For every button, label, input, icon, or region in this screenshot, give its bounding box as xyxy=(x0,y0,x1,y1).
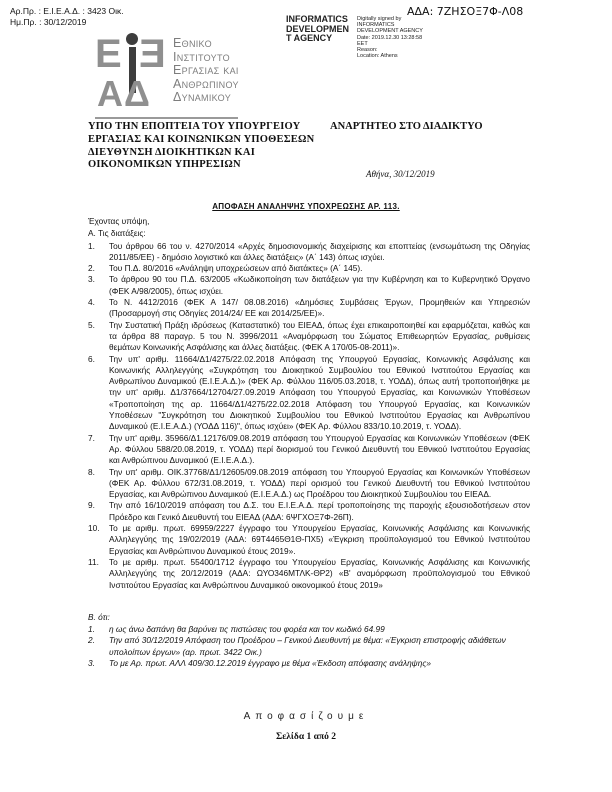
intro-phrase: Έχοντας υπόψη, xyxy=(88,216,150,226)
fact-item-text: Το με Αρ. πρωτ. ΑΛΛ 409/30.12.2019 έγγραφο με θέμα «Έκδοση απόφασης ανάληψης» xyxy=(109,657,431,668)
organization-name xyxy=(173,37,239,105)
provision-item-text: Του Π.Δ. 80/2016 «Ανάληψη υποχρεώσεων από διατάκτες» (Α΄ 145). xyxy=(109,263,363,274)
section-b-label: Β. ότι: xyxy=(88,611,110,622)
fact-item xyxy=(88,624,530,635)
provision-item-text: Το άρθρου 90 του Π.Δ. 63/2005 «Κωδικοποίηση των διατάξεων για την Κυβέρνηση και το Κυβερνητικό Όργανο (ΦΕΚ Α/98/2005), όπως ισχύει. xyxy=(109,274,530,296)
provision-item-text: Την υπ' αριθμ. 11664/Δ1/4275/22.02.2018 Απόφαση της Υπουργού Εργασίας, Κοινωνικής Ασφάλισης και Κοινωνικής Αλληλεγγύης «Συγκρότηση του Διοικητικού Συμβουλίου του Εθνικού Ινστιτούτου Εργασίας και Ανθρωπίνου Δυναμικού (Ε.Ι.Ε.Α.Δ.)» (ΦΕΚ Αρ. Φύλλου 116/05.03.2018, τ. ΥΟΔΔ), όπως αυτή τροποποιήθηκε με την υπ' αριθμ. Δ1/37664/12704/27.09.2019 Απόφαση του Υπουργού Εργασίας, και Κοινωνικών Υποθέσεων «Τροποποίηση της αρ. 11664/Δ1/4275/22.02.2018 Απόφαση του Υπουργού Εργασίας, και Κοινωνικών Υποθέσεων "Συγκρότηση του Διοικητικού Συμβουλίου του Εθνικού Ινστιτούτου Εργασίας και Ανθρωπίνου Δυναμικού (Ε.Ι.Ε.Α.Δ.) (ΥΟΔΔ 116)", όπως ισχύει» (ΦΕΚ Αρ. Φύλλου 833/10.10.2019, τ. ΥΟΔΔ). xyxy=(109,353,530,432)
provision-item-number: 9. xyxy=(88,500,95,511)
provision-item xyxy=(88,274,530,297)
fact-item-number: 1. xyxy=(88,624,95,635)
decision-word: Αποφασίζουμε xyxy=(243,711,369,722)
fact-item-number: 3. xyxy=(88,657,95,668)
ministry-line: ΕΡΓΑΣΙΑΣ ΚΑΙ ΚΟΙΝΩΝΙΚΩΝ ΥΠΟΘΕΣΕΩΝ xyxy=(88,133,315,145)
section-b-list xyxy=(88,624,530,669)
protocol-number: Αρ.Πρ. : Ε.Ι.Ε.Α.Δ. : 3423 Οικ. xyxy=(10,6,124,16)
provision-item-text: Το με αριθμ. πρωτ. 69959/2227 έγγραφο του Υπουργείου Εργασίας, Κοινωνικής Ασφάλισης και Κοινωνικής Αλληλεγγύης της 19/02/2019 (ΑΔΑ: 69Τ4465Θ1Θ-ΠΧ5) «Έγκριση προϋπολογισμού του Εθνικού Ινστιτούτου Εργασίας και Ανθρώπινου Δυναμικού έτους 2019». xyxy=(109,523,530,556)
organization-name-line: Ανθρωπινου xyxy=(173,76,239,91)
provision-item-text: Του άρθρου 66 του ν. 4270/2014 «Αρχές δημοσιονομικής διαχείρισης και εποπτείας (ενσωμάτωση της Οδηγίας 2011/85/ΕΕ) - δημόσιο λογιστικό και άλλες διατάξεις» (Α΄ 143) όπως ισχύει. xyxy=(109,240,530,262)
logo-letter-e-left: Ε xyxy=(95,32,122,76)
provision-item-text: Την υπ' αριθμ. ΟΙΚ.37768/Δ1/12605/09.08.2019 απόφαση του Υπουργού Εργασίας και Κοινωνικών Υποθέσεων (ΦΕΚ Αρ. Φύλλου 672/31.08.2019, τ. ΥΟΔΔ) περί ορισμού του Γενικού Διευθυντή του Εθνικού Ινστιτούτου Εργασίας, και Ανθρώπινου Δυναμικού (Ε.Ι.Ε.Α.Δ.) ως Προέδρου του Διοικητικού Συμβουλίου του ΕΙΕΑΔ. xyxy=(109,466,530,500)
provision-item-number: 4. xyxy=(88,297,95,308)
document-body xyxy=(88,216,530,669)
fact-item-number: 2. xyxy=(88,635,95,646)
section-a-label: Α. Τις διατάξεις: xyxy=(88,228,146,239)
provision-item-number: 8. xyxy=(88,466,95,477)
signature-detail-line: Digitally signed by xyxy=(357,16,402,22)
protocol-reference xyxy=(10,6,124,27)
section-a-list xyxy=(88,241,530,591)
place-and-date: Αθήνα, 30/12/2019 xyxy=(366,169,435,179)
provision-item xyxy=(88,433,530,467)
page-number: Σελίδα 1 από 2 xyxy=(276,732,336,742)
ministry-line: ΔΙΕΥΘΥΝΣΗ ΔΙΟΙΚΗΤΙΚΩΝ ΚΑΙ xyxy=(88,146,255,158)
signature-agency-name xyxy=(286,15,352,59)
section-b xyxy=(88,612,530,669)
provision-item-number: 7. xyxy=(88,432,95,443)
provision-item-number: 1. xyxy=(88,240,95,251)
ministry-line: ΟΙΚΟΝΟΜΙΚΩΝ ΥΠΗΡΕΣΙΩΝ xyxy=(88,159,241,171)
provision-item xyxy=(88,557,530,591)
ada-code: ΑΔΑ: 7ΖΗΣΟΞ7Φ-Λ08 xyxy=(407,5,524,18)
protocol-date: Ημ.Πρ. : 30/12/2019 xyxy=(10,16,87,27)
provision-item xyxy=(88,320,530,354)
organization-name-line: Ινστιτουτο xyxy=(173,49,230,64)
provision-item-text: Την από 16/10/2019 απόφαση του Δ.Σ. του Ε.Ι.Ε.Α.Δ. περί τροποποίησης της παροχής εξουσιοδοτήσεων στον Πρόεδρο και Γενικό Διευθυντή του ΕΙΕΑΔ (ΑΔΑ: 6ΨΓΧΟΞ7Φ-26Π). xyxy=(109,500,530,522)
signature-detail-line: Location: Athens xyxy=(357,53,398,60)
provision-item xyxy=(88,500,530,523)
signature-detail-line: Reason: xyxy=(357,47,378,54)
supervising-ministry-block xyxy=(88,121,314,172)
fact-item xyxy=(88,635,530,658)
provision-item xyxy=(88,523,530,557)
provision-item-text: Την υπ' αριθμ. 35966/Δ1.12176/09.08.2019 απόφαση του Υπουργού Εργασίας και Κοινωνικών Υποθέσεων (ΦΕΚ Αρ. Φύλλου 588/20.08.2019, τ. ΥΟΔΔ) περί διορισμού του Γενικού Διευθυντή του Εθνικού Ινστιτούτου Εργασίας και Ανθρώπινου Δυναμικού (Ε.Ι.Ε.Α.Δ.). xyxy=(109,432,530,466)
provision-item-text: Το με αριθμ. πρωτ. 55400/1712 έγγραφο του Υπουργείου Εργασίας, Κοινωνικής Ασφάλισης και Κοινωνικής Αλληλεγγύης της 20/12/2019 (ΑΔΑ: ΩΥΟ346ΜΤΛΚ-ΘΡ2) «Β' αναμόρφωση προϋπολογισμού του Εθνικού Ινστιτούτου Εργασίας και Ανθρώπινου Δυναμικού οικονομικού έτους 2019» xyxy=(109,556,530,590)
organization-name-line: Εθνικο xyxy=(173,36,212,50)
signature-details xyxy=(357,15,423,59)
provision-item xyxy=(88,354,530,433)
fact-item-text: η ως άνω δαπάνη θα βαρύνει τις πιστώσεις του φορέα και τον κωδικό 64.99 xyxy=(109,624,385,635)
provision-item-number: 11. xyxy=(88,556,99,567)
provision-item-text: Την Συστατική Πράξη ιδρύσεως (Καταστατικό) του ΕΙΕΑΔ, όπως έχει επικαιροποιηθεί και εφαρμόζεται, καθώς και τα άρθρα 88 παραγρ. 5 του Ν. 3996/2011 «Αναμόρφωση του Σώματος Επιθεωρητών Εργασίας, ρυθμίσεις θεμάτων Κοινωνικής Ασφάλισης και άλλες διατάξεις. (ΦΕΚ Α 170/05-08-2011)». xyxy=(109,319,530,353)
signature-detail-line: DEVELOPMENT AGENCY xyxy=(357,28,423,35)
decision-title: ΑΠΟΦΑΣΗ ΑΝΑΛΗΨΗΣ ΥΠΟΧΡΕΩΣΗΣ ΑΡ. 113. xyxy=(212,202,400,211)
provision-item-text: Το Ν. 4412/2016 (ΦΕΚ Α 147/ 08.08.2016) «Δημόσιες Συμβάσεις Έργων, Προμηθειών και Υπηρεσιών (Προσαρμογή στις Οδηγίες 2014/24/ ΕΕ και 2014/25/ΕΕ)». xyxy=(109,297,530,319)
signature-detail-line: EET xyxy=(357,40,368,47)
logo-letter-e-right: Ε xyxy=(139,32,166,76)
provision-item xyxy=(88,297,530,320)
provision-item-number: 2. xyxy=(88,263,95,274)
signature-agency-line: INFORMATICS xyxy=(286,14,348,24)
provision-item xyxy=(88,467,530,501)
provision-item-number: 10. xyxy=(88,523,100,534)
organization-name-line: Δυναμικου xyxy=(173,90,231,104)
signature-agency-line: DEVELOPMEN xyxy=(286,23,350,34)
signature-agency-line: T AGENCY xyxy=(286,33,333,43)
provision-item-number: 3. xyxy=(88,274,95,285)
provision-item-number: 5. xyxy=(88,319,95,330)
signature-detail-line: Date: 2019.12.30 13:28:58 xyxy=(357,34,423,41)
provision-item xyxy=(88,241,530,264)
logo-underline xyxy=(95,117,238,119)
provision-item-number: 6. xyxy=(88,353,95,364)
fact-item xyxy=(88,658,530,669)
ministry-line: ΥΠΟ ΤΗΝ ΕΠΟΠΤΕΙΑ ΤΟΥ ΥΠΟΥΡΓΕΙΟΥ xyxy=(88,121,301,132)
eiead-logo xyxy=(95,34,171,116)
organization-name-line: Εργασιας και xyxy=(173,63,239,77)
logo-letters-ad: ΑΔ xyxy=(97,73,151,114)
fact-item-text: Την από 30/12/2019 Απόφαση του Προέδρου – Γενικού Διευθυντή με θέμα: «Έγκριση επιστροφής αδιάθετων υπολοίπων έργων» (αρ. πρωτ. 3422 Οικ.) xyxy=(109,635,506,657)
provision-item xyxy=(88,263,530,274)
digital-signature-stamp xyxy=(286,15,423,59)
internet-posting-label: ΑΝΑΡΤΗΤΕΟ ΣΤΟ ΔΙΑΔΙΚΤΥΟ xyxy=(330,121,483,132)
logo-iota-dot xyxy=(126,33,138,45)
signature-detail-line: INFORMATICS xyxy=(357,22,395,29)
